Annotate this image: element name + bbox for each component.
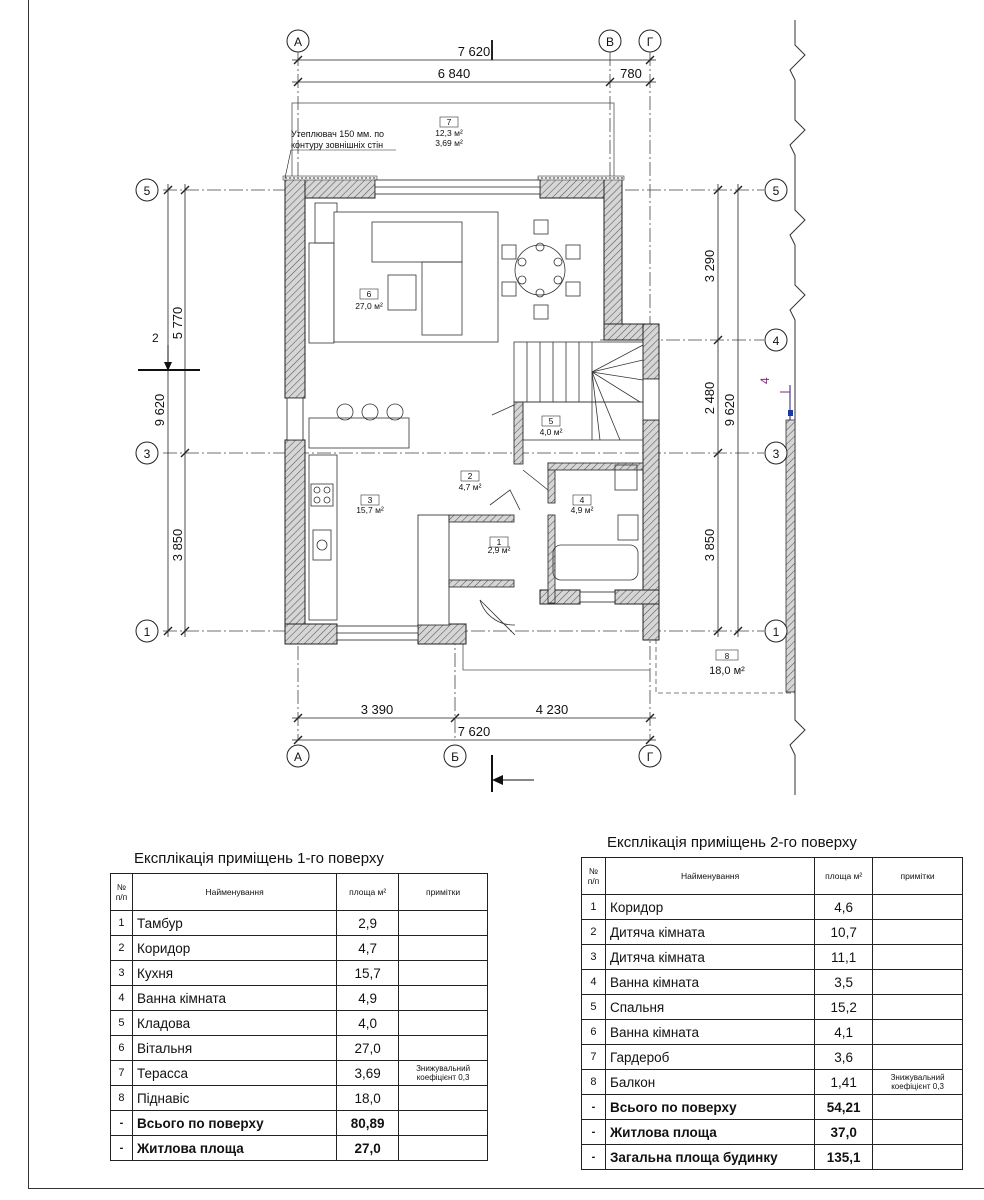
row-name: Терасса bbox=[132, 1061, 336, 1086]
row-area: 4,7 bbox=[337, 936, 399, 961]
room-label-3 bbox=[356, 495, 384, 515]
row-note bbox=[399, 1136, 488, 1161]
svg-text:9 620: 9 620 bbox=[722, 393, 737, 427]
row-area: 3,6 bbox=[815, 1045, 873, 1070]
row-area: 3,5 bbox=[815, 970, 873, 995]
row-area: 37,0 bbox=[815, 1120, 873, 1145]
row-area: 3,69 bbox=[337, 1061, 399, 1086]
svg-text:7: 7 bbox=[446, 117, 452, 127]
row-num: 3 bbox=[582, 945, 606, 970]
axis-left-5 bbox=[136, 179, 158, 201]
svg-text:2,9 м²: 2,9 м² bbox=[487, 545, 511, 555]
axis-left-3 bbox=[136, 442, 158, 464]
table-row bbox=[111, 961, 488, 986]
row-name: Загальна площа будинку bbox=[605, 1145, 814, 1170]
row-area: 4,1 bbox=[815, 1020, 873, 1045]
row-area: 11,1 bbox=[815, 945, 873, 970]
row-area: 4,6 bbox=[815, 895, 873, 920]
row-note bbox=[873, 1120, 963, 1145]
row-name: Коридор bbox=[132, 936, 336, 961]
table-row bbox=[582, 1070, 963, 1095]
row-num: 2 bbox=[582, 920, 606, 945]
axis-top-v bbox=[599, 30, 621, 52]
row-note bbox=[873, 920, 963, 945]
table-row bbox=[582, 895, 963, 920]
svg-text:3: 3 bbox=[772, 447, 780, 461]
svg-text:5 770: 5 770 bbox=[170, 306, 185, 340]
svg-text:12,3 м²: 12,3 м² bbox=[435, 128, 463, 138]
row-note bbox=[399, 961, 488, 986]
table1 bbox=[110, 873, 488, 1161]
svg-text:7 620: 7 620 bbox=[457, 44, 491, 59]
room-label-8 bbox=[709, 650, 745, 677]
row-area: 4,9 bbox=[337, 986, 399, 1011]
row-name: Ванна кімната bbox=[605, 970, 814, 995]
row-note bbox=[873, 895, 963, 920]
svg-text:7 620: 7 620 bbox=[457, 724, 491, 739]
room-label-5 bbox=[540, 416, 563, 437]
svg-text:3 390: 3 390 bbox=[360, 702, 394, 717]
t1-header-name: Найменування bbox=[132, 874, 336, 911]
row-name: Житлова площа bbox=[132, 1136, 336, 1161]
row-name: Піднавіс bbox=[132, 1086, 336, 1111]
row-num: 8 bbox=[582, 1070, 606, 1095]
axis-right-1 bbox=[765, 620, 787, 642]
svg-text:4 230: 4 230 bbox=[535, 702, 569, 717]
table1-title: Експлікація приміщень 1-го поверху bbox=[134, 850, 384, 867]
row-name: Дитяча кімната bbox=[605, 945, 814, 970]
axis-left-1 bbox=[136, 620, 158, 642]
canopy-wall bbox=[786, 420, 795, 692]
table2-title: Експлікація приміщень 2-го поверху bbox=[607, 834, 857, 851]
living-furniture bbox=[309, 203, 580, 343]
row-area: 15,2 bbox=[815, 995, 873, 1020]
row-note bbox=[399, 986, 488, 1011]
axis-bottom-g bbox=[639, 745, 661, 767]
svg-text:780: 780 bbox=[620, 66, 642, 81]
svg-text:Г: Г bbox=[646, 35, 654, 49]
svg-text:контуру зовнішніх стін: контуру зовнішніх стін bbox=[291, 140, 384, 150]
row-name: Балкон bbox=[605, 1070, 814, 1095]
room-label-4 bbox=[571, 495, 594, 515]
table-row bbox=[582, 1145, 963, 1170]
svg-text:Г: Г bbox=[646, 750, 654, 764]
row-area: 80,89 bbox=[337, 1111, 399, 1136]
svg-text:18,0 м²: 18,0 м² bbox=[709, 665, 745, 677]
svg-text:2 480: 2 480 bbox=[702, 381, 717, 415]
stairs bbox=[514, 342, 643, 440]
svg-text:4: 4 bbox=[772, 334, 780, 348]
row-num: 6 bbox=[111, 1036, 133, 1061]
row-name: Спальня bbox=[605, 995, 814, 1020]
table-row bbox=[582, 1095, 963, 1120]
row-num: 5 bbox=[582, 995, 606, 1020]
row-note bbox=[399, 1086, 488, 1111]
row-num: - bbox=[582, 1095, 606, 1120]
table-row bbox=[111, 1036, 488, 1061]
svg-text:4,9 м²: 4,9 м² bbox=[570, 505, 594, 515]
axis-right-4 bbox=[765, 329, 787, 351]
section-mark-bottom bbox=[492, 755, 534, 792]
row-area: 10,7 bbox=[815, 920, 873, 945]
svg-text:5: 5 bbox=[143, 184, 151, 198]
row-area: 54,21 bbox=[815, 1095, 873, 1120]
interior-walls bbox=[418, 402, 643, 625]
svg-text:4: 4 bbox=[579, 495, 585, 505]
room-label-7 bbox=[435, 117, 463, 148]
row-note bbox=[399, 911, 488, 936]
row-name: Кладова bbox=[132, 1011, 336, 1036]
svg-text:А: А bbox=[293, 35, 303, 49]
table-row bbox=[111, 936, 488, 961]
svg-text:9 620: 9 620 bbox=[152, 393, 167, 427]
row-name: Коридор bbox=[605, 895, 814, 920]
row-num: 6 bbox=[582, 1020, 606, 1045]
svg-text:27,0 м²: 27,0 м² bbox=[355, 301, 383, 311]
svg-text:6: 6 bbox=[366, 289, 372, 299]
row-area: 27,0 bbox=[337, 1036, 399, 1061]
row-num: 1 bbox=[111, 911, 133, 936]
svg-text:3 290: 3 290 bbox=[702, 249, 717, 283]
row-name: Всього по поверху bbox=[132, 1111, 336, 1136]
row-area: 18,0 bbox=[337, 1086, 399, 1111]
table-row bbox=[582, 1020, 963, 1045]
svg-text:8: 8 bbox=[724, 652, 730, 661]
svg-text:1: 1 bbox=[496, 537, 502, 547]
svg-text:5: 5 bbox=[548, 416, 554, 426]
table-row bbox=[582, 970, 963, 995]
row-area: 4,0 bbox=[337, 1011, 399, 1036]
row-num: 8 bbox=[111, 1086, 133, 1111]
svg-text:3: 3 bbox=[367, 495, 373, 505]
insulation bbox=[283, 176, 624, 180]
svg-text:2: 2 bbox=[152, 331, 159, 345]
svg-text:1: 1 bbox=[772, 625, 780, 639]
row-name: Дитяча кімната bbox=[605, 920, 814, 945]
row-name: Гардероб bbox=[605, 1045, 814, 1070]
svg-text:В: В bbox=[605, 35, 615, 49]
table-row bbox=[111, 986, 488, 1011]
row-num: 4 bbox=[111, 986, 133, 1011]
room-label-2 bbox=[459, 471, 482, 492]
row-area: 15,7 bbox=[337, 961, 399, 986]
section-mark-2 bbox=[138, 331, 200, 371]
row-num: 7 bbox=[111, 1061, 133, 1086]
axis-top-a bbox=[287, 30, 309, 52]
row-name: Вітальня bbox=[132, 1036, 336, 1061]
row-area: 135,1 bbox=[815, 1145, 873, 1170]
table-row bbox=[111, 911, 488, 936]
table-row bbox=[582, 995, 963, 1020]
t1-header-notes: примітки bbox=[399, 874, 488, 911]
table-row bbox=[111, 1086, 488, 1111]
axis-top-g bbox=[639, 30, 661, 52]
row-area: 2,9 bbox=[337, 911, 399, 936]
svg-text:Утеплювач 150 мм. по: Утеплювач 150 мм. по bbox=[291, 129, 385, 139]
table-row bbox=[111, 1136, 488, 1161]
row-num: - bbox=[582, 1120, 606, 1145]
row-note bbox=[873, 945, 963, 970]
row-num: 3 bbox=[111, 961, 133, 986]
svg-text:2: 2 bbox=[467, 471, 473, 481]
row-num: 7 bbox=[582, 1045, 606, 1070]
row-note bbox=[873, 1095, 963, 1120]
row-note bbox=[873, 995, 963, 1020]
svg-text:15,7 м²: 15,7 м² bbox=[356, 505, 384, 515]
axis-right-5 bbox=[765, 179, 787, 201]
table-row bbox=[111, 1111, 488, 1136]
row-area: 1,41 bbox=[815, 1070, 873, 1095]
svg-text:Б: Б bbox=[451, 750, 459, 764]
sheet-frame-bottom bbox=[28, 1188, 984, 1189]
svg-text:А: А bbox=[293, 750, 303, 764]
svg-text:4,0 м²: 4,0 м² bbox=[539, 427, 563, 437]
row-note bbox=[399, 1011, 488, 1036]
table-row bbox=[111, 1061, 488, 1086]
row-num: - bbox=[582, 1145, 606, 1170]
svg-text:4,7 м²: 4,7 м² bbox=[458, 482, 482, 492]
row-area: 27,0 bbox=[337, 1136, 399, 1161]
svg-text:4: 4 bbox=[758, 377, 772, 384]
row-num: - bbox=[111, 1111, 133, 1136]
row-num: 1 bbox=[582, 895, 606, 920]
table-row bbox=[582, 1045, 963, 1070]
section-mark-4 bbox=[758, 377, 793, 420]
svg-text:5: 5 bbox=[772, 184, 780, 198]
row-name: Всього по поверху bbox=[605, 1095, 814, 1120]
t2-header-area: площа м² bbox=[815, 858, 873, 895]
table-row bbox=[582, 945, 963, 970]
axis-bottom-a bbox=[287, 745, 309, 767]
svg-text:6 840: 6 840 bbox=[437, 66, 471, 81]
row-num: - bbox=[111, 1136, 133, 1161]
svg-text:1: 1 bbox=[143, 625, 151, 639]
entry-canopy bbox=[463, 631, 650, 670]
t1-header-area: площа м² bbox=[337, 874, 399, 911]
svg-text:3,69 м²: 3,69 м² bbox=[435, 138, 463, 148]
t2-header-name: Найменування bbox=[605, 858, 814, 895]
t2-header-num: № п/п bbox=[582, 858, 606, 895]
svg-text:3 850: 3 850 bbox=[702, 528, 717, 562]
row-note bbox=[873, 1020, 963, 1045]
insulation-note bbox=[285, 129, 396, 178]
row-num: 4 bbox=[582, 970, 606, 995]
svg-text:3: 3 bbox=[143, 447, 151, 461]
row-name: Кухня bbox=[132, 961, 336, 986]
row-num: 5 bbox=[111, 1011, 133, 1036]
row-name: Ванна кімната bbox=[605, 1020, 814, 1045]
row-name: Житлова площа bbox=[605, 1120, 814, 1145]
row-note bbox=[873, 970, 963, 995]
room-label-1 bbox=[488, 537, 511, 555]
row-note bbox=[399, 1111, 488, 1136]
t1-header-num: № п/п bbox=[111, 874, 133, 911]
row-note bbox=[399, 936, 488, 961]
row-num: 2 bbox=[111, 936, 133, 961]
bathroom-fixtures bbox=[553, 465, 638, 580]
row-note bbox=[873, 1145, 963, 1170]
row-note: Знижувальний коефіцієнт 0,3 bbox=[873, 1070, 963, 1095]
row-note: Знижувальний коефіцієнт 0,3 bbox=[399, 1061, 488, 1086]
row-note bbox=[873, 1045, 963, 1070]
t2-header-notes: примітки bbox=[873, 858, 963, 895]
table-row bbox=[111, 1011, 488, 1036]
table-row bbox=[582, 920, 963, 945]
row-name: Ванна кімната bbox=[132, 986, 336, 1011]
row-name: Тамбур bbox=[132, 911, 336, 936]
row-note bbox=[399, 1036, 488, 1061]
table-row bbox=[582, 1120, 963, 1145]
svg-text:3 850: 3 850 bbox=[170, 528, 185, 562]
table2 bbox=[581, 857, 963, 1170]
axis-bottom-b bbox=[444, 745, 466, 767]
axis-right-3 bbox=[765, 442, 787, 464]
